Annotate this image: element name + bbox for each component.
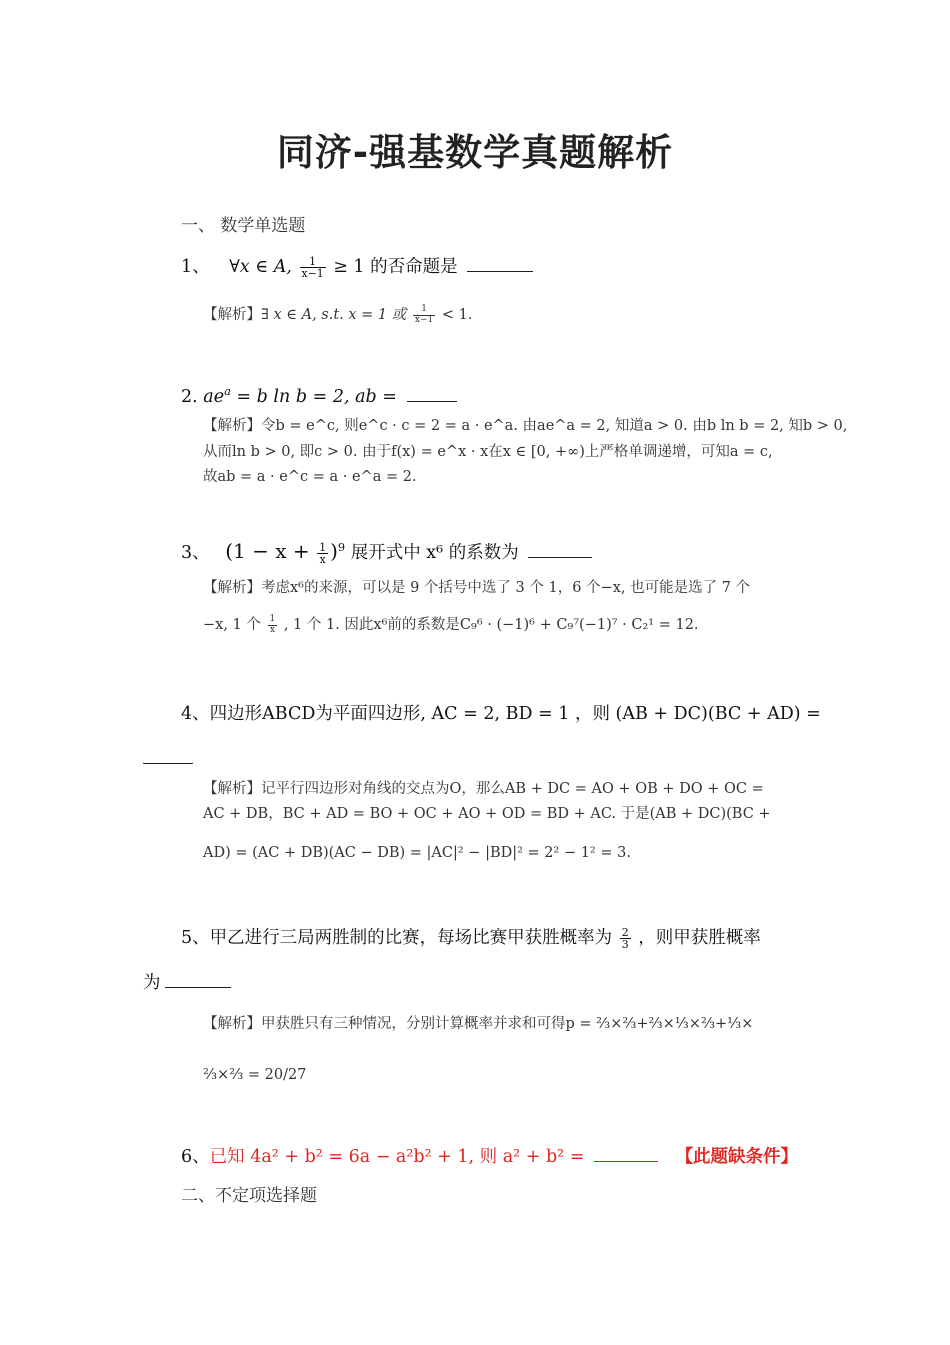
answer-blank <box>165 987 231 988</box>
answer-blank <box>143 763 193 764</box>
answer-label: 【解析】 <box>203 307 261 323</box>
missing-condition-tag: 【此题缺条件】 <box>675 1147 799 1167</box>
question-3: 3、 (1 − x + $\frac{1}{x}$ )$^9$ 展开式中 x⁶ 的系数为 <box>181 539 592 565</box>
answer-5-line-2: ⅔×⅔ = 20/27 <box>203 1067 307 1083</box>
question-1 <box>181 253 533 279</box>
answer-5-line-1: 【解析】甲获胜只有三种情况，分别计算概率并求和可得p = ⅔×⅔+⅔×⅓×⅔+⅓× <box>203 1016 754 1032</box>
section-heading-1: 一、 数学单选题 <box>181 216 306 236</box>
question-1-prefix: ∀x ∈ A, <box>229 257 292 277</box>
answer-blank <box>467 271 533 272</box>
answer-3-line-2: −x, 1 个 $\frac{1}{x}$ , 1 个 1. 因此x⁶前的系数是C₉⁶ · (−1)⁶ + C₉⁷(−1)⁷ · C₂¹ = 12. <box>203 614 699 635</box>
answer-1: 【解析】∃ x ∈ A, s.t. x = 1 或 $\frac{1}{x-1}$ < 1. <box>203 304 473 325</box>
answer-4-line-3: AD) = (AC + DB)(AC − DB) = |AC|² − |BD|² = 2² − 1² = 3. <box>203 845 631 861</box>
fraction: $\frac{2}{3}$ <box>621 925 629 951</box>
question-2: 2. $ae^a = b$ ln b = 2, ab = <box>181 384 457 407</box>
answer-blank <box>594 1161 658 1162</box>
question-1-suffix: ≥ 1 的否命题是 <box>333 257 458 277</box>
answer-2-line-2: 从而ln b > 0, 即c > 0. 由于f(x) = e^x · x在x ∈ [0, +∞)上严格单调递增，可知a = c, <box>203 444 773 460</box>
answer-3-line-1: 【解析】考虑x⁶的来源，可以是 9 个括号中选了 3 个 1，6 个−x, 也可能是选了 7 个 <box>203 580 751 596</box>
section-heading-2: 二、不定项选择题 <box>181 1186 317 1206</box>
fraction: $\frac{1}{x-1}$ <box>414 304 434 325</box>
question-number: 3、 <box>181 543 210 563</box>
fraction: $\frac{1}{x-1}$ <box>301 254 324 280</box>
question-number: 6、 <box>181 1147 210 1167</box>
answer-4-line-1: 【解析】记平行四边形对角线的交点为O，那么AB + DC = AO + OB + DO + OC = <box>203 781 764 797</box>
question-6: 6、已知 4a² + b² = 6a − a²b² + 1, 则 a² + b² = 【此题缺条件】 <box>181 1147 799 1167</box>
fraction: $\frac{1}{x}$ <box>269 614 276 635</box>
page-title: 同济-强基数学真题解析 <box>276 131 674 174</box>
answer-2-line-3: 故ab = a · e^c = a · e^a = 2. <box>203 469 417 485</box>
answer-4-line-2: AC + DB，BC + AD = BO + OC + AO + OD = BD + AC. 于是(AB + DC)(BC + <box>203 806 771 822</box>
question-number: 4、 <box>181 704 210 724</box>
answer-blank <box>528 557 592 558</box>
question-5: 5、甲乙进行三局两胜制的比赛，每场比赛甲获胜概率为 $\frac{2}{3}$ ，则甲获胜概率 <box>181 925 761 951</box>
question-number: 2. <box>181 386 198 407</box>
question-number: 5、 <box>181 928 210 948</box>
question-5-line-2: 为 <box>143 969 231 994</box>
answer-2-line-1: 【解析】令b = e^c, 则e^c · c = 2 = a · e^a. 由ae^a = 2, 知道a > 0. 由b ln b = 2, 知b > 0, <box>203 418 848 434</box>
question-number: 1、 <box>181 257 210 277</box>
answer-blank <box>407 401 457 402</box>
question-4: 4、四边形ABCD为平面四边形, AC = 2, BD = 1 ，则 (AB + DC)(BC + AD) = <box>181 704 821 724</box>
fraction: $\frac{1}{x}$ <box>319 540 327 566</box>
